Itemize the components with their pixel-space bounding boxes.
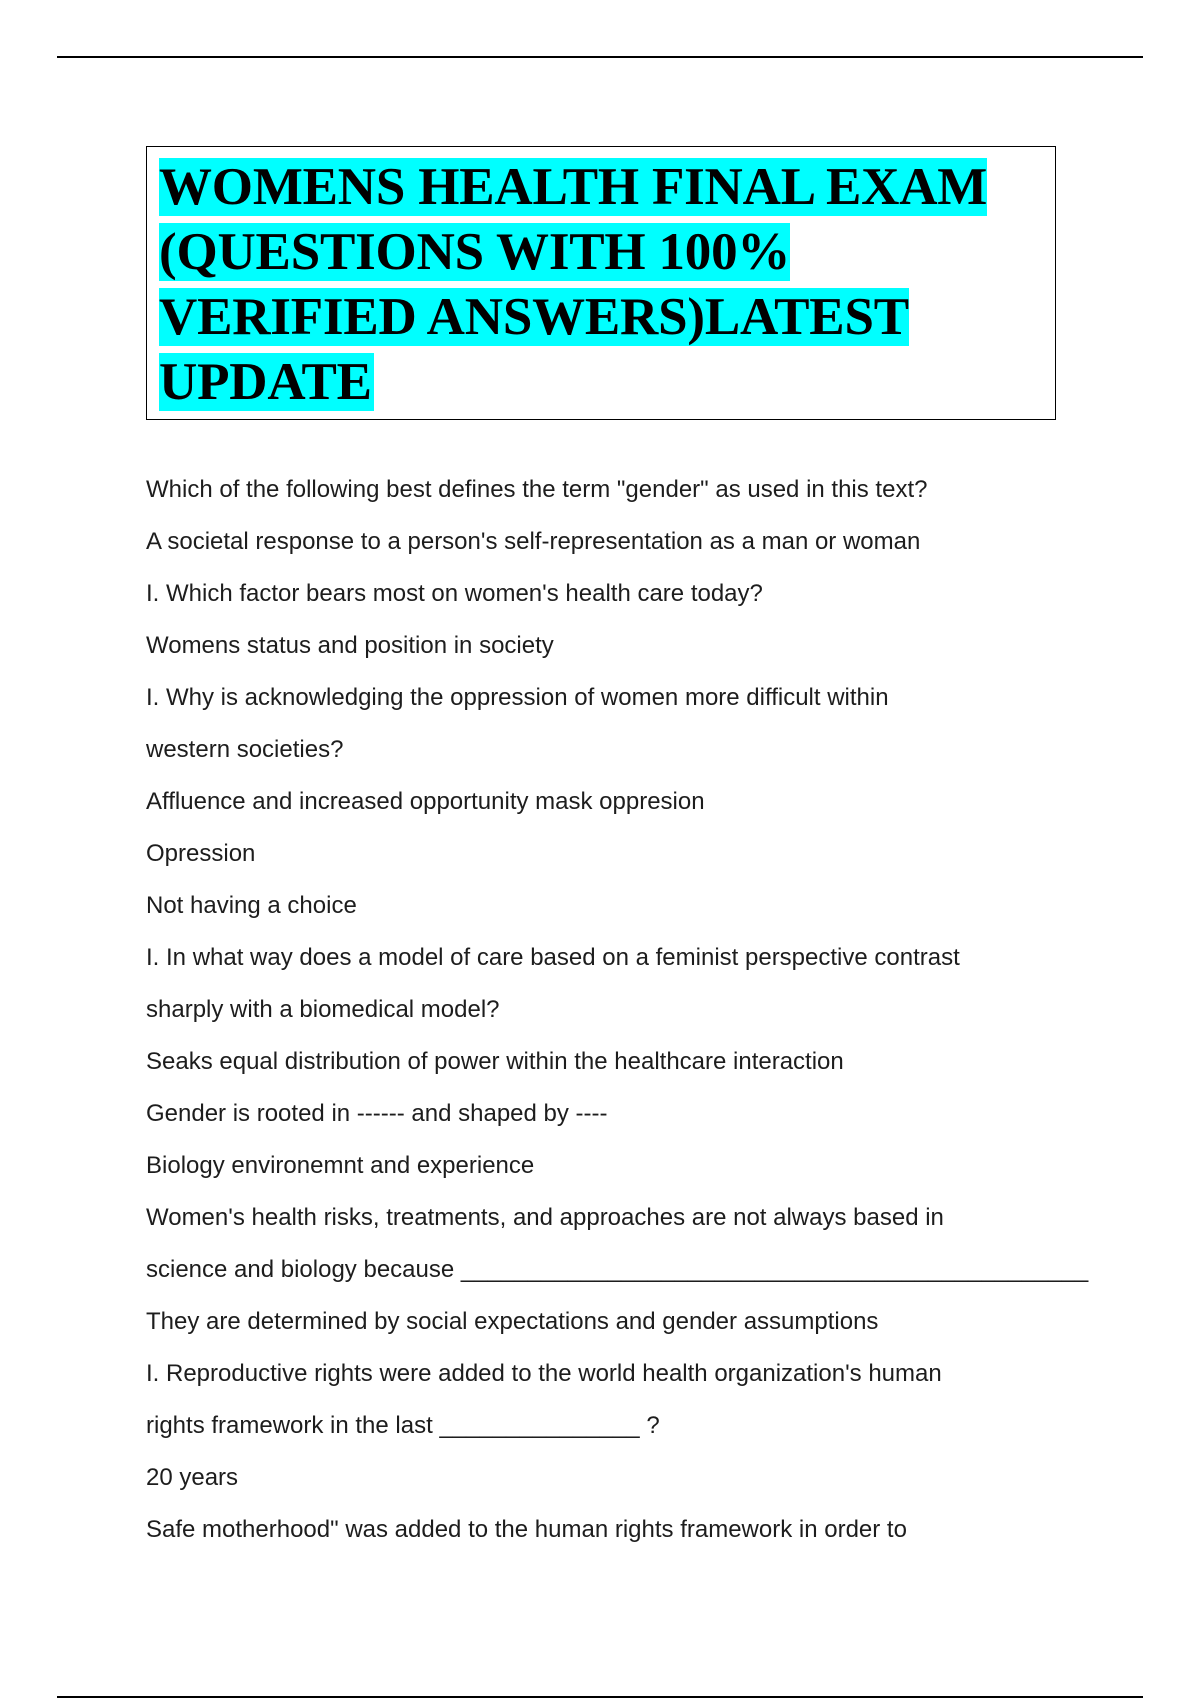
document-title — [159, 155, 1045, 415]
body-line: 20 years — [146, 1464, 239, 1491]
body-line: Gender is rooted in ------ and shaped by ---- — [146, 1100, 608, 1127]
top-rule — [57, 56, 1143, 58]
body-line: Safe motherhood" was added to the human rights framework in order to — [146, 1516, 907, 1543]
body-line: Biology environemnt and experience — [146, 1152, 535, 1179]
body-line: I. Reproductive rights were added to the world health organization's human — [146, 1360, 942, 1387]
body-line: I. Why is acknowledging the oppression of women more difficult within — [146, 684, 889, 711]
body-line: Opression — [146, 840, 256, 867]
body-line: Affluence and increased opportunity mask oppresion — [146, 788, 705, 815]
body-line: Women's health risks, treatments, and approaches are not always based in — [146, 1204, 944, 1231]
body-line: They are determined by social expectations and gender assumptions — [146, 1308, 879, 1335]
title-highlight: WOMENS HEALTH FINAL EXAM (QUESTIONS WITH 100% VERIFIED ANSWERS)LATEST UPDATE — [159, 158, 988, 411]
body-line: Womens status and position in society — [146, 632, 554, 659]
body-line: sharply with a biomedical model? — [146, 996, 500, 1023]
body-line: I. Which factor bears most on women's health care today? — [146, 580, 763, 607]
title-box — [146, 146, 1056, 420]
bottom-rule — [57, 1696, 1143, 1698]
body-line: science and biology because _______________________________________________ — [146, 1256, 1089, 1283]
body-line: western societies? — [146, 736, 344, 763]
body-line: Seaks equal distribution of power within the healthcare interaction — [146, 1048, 844, 1075]
document-body — [146, 464, 1089, 1556]
body-line: Which of the following best defines the term "gender" as used in this text? — [146, 476, 928, 503]
body-line: A societal response to a person's self-representation as a man or woman — [146, 528, 921, 555]
body-line: rights framework in the last _______________ ? — [146, 1412, 660, 1439]
body-line: Not having a choice — [146, 892, 357, 919]
body-line: I. In what way does a model of care based on a feminist perspective contrast — [146, 944, 960, 971]
